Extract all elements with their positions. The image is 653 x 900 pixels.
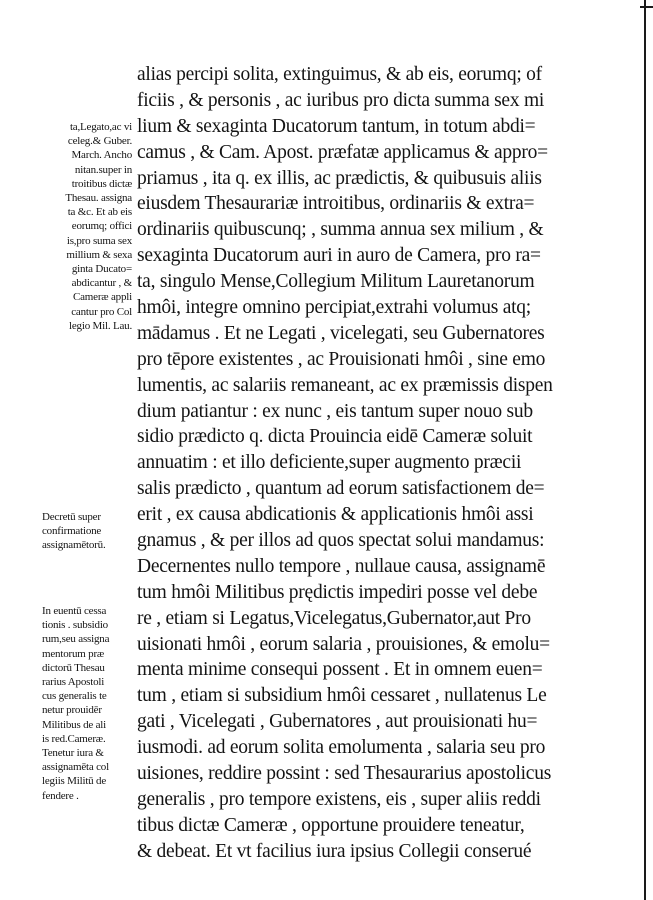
text-line: sidio prædicto q. dicta Prouincia eidē Cameræ soluit	[137, 426, 533, 448]
text-line: & debeat. Et vt facilius iura ipsius Collegii conserué	[137, 840, 532, 862]
text-line: erit , ex causa abdicationis & applicationis hmôi assi	[137, 504, 534, 526]
text-line: tibus dictæ Cameræ , opportune prouidere teneatur,	[137, 814, 525, 836]
margin-note-line: rarius Apostoli	[42, 676, 105, 689]
margin-note-cessation	[42, 604, 138, 803]
margin-note-line: nitan.super in	[74, 163, 132, 176]
text-line: generalis , pro tempore existens, eis , super aliis reddi	[137, 788, 541, 810]
page-edge-rule	[644, 0, 646, 900]
margin-note-line: eorumq; offici	[71, 220, 132, 233]
text-line: gnamus , & per illos ad quos spectat solui mandamus:	[137, 530, 545, 552]
text-line: priamus , ita q. ex illis, ac prædictis, & quibusuis aliis	[137, 167, 542, 189]
text-line: iusmodi. ad eorum solita emolumenta , salaria seu pro	[137, 737, 546, 759]
text-line: menta minime consequi possent . Et in omnem euen=	[137, 659, 543, 681]
text-line: ficiis , & personis , ac iuribus pro dicta summa sex mi	[137, 89, 545, 111]
margin-note-line: Decretū super	[42, 511, 101, 523]
text-line: ta, singulo Mense,Collegium Militum Lauretanorum	[137, 271, 535, 293]
main-text-block	[137, 62, 603, 865]
text-line: gati , Vicelegati , Gubernatores , aut prouisionati hu=	[137, 711, 538, 733]
text-line: lumentis, ac salariis remaneant, ac ex præmissis dispen	[137, 374, 553, 396]
margin-note-line: abdicantur , &	[71, 277, 132, 290]
margin-note-line: March. Ancho	[71, 149, 132, 162]
margin-note-line: Thesau. assigna	[65, 192, 132, 205]
text-line: uisionati hmôi , eorum salaria , prouisiones, & emolu=	[137, 633, 550, 655]
text-line: re , etiam si Legatus,Vicelegatus,Gubernator,aut Pro	[137, 607, 531, 629]
text-line: tum hmôi Militibus prędictis impediri posse vel debe	[137, 581, 538, 603]
margin-note-line: dictorū Thesau	[42, 661, 105, 674]
text-line: annuatim : et illo deficiente,super augmento præcii	[137, 452, 522, 474]
margin-note-line: assignamētorū.	[42, 539, 106, 552]
margin-note-line: is red.Cameræ.	[42, 732, 106, 745]
margin-note-line: netur prouidēr	[42, 704, 102, 717]
text-line: camus , & Cam. Apost. præfatæ applicamus & appro=	[137, 141, 548, 163]
margin-note-line: tionis . subsidio	[42, 619, 108, 632]
margin-note-line: confirmatione	[42, 525, 102, 538]
margin-note-line: celeg.& Guber.	[67, 135, 132, 148]
text-line: dium patiantur : ex nunc , eis tantum super nouo sub	[137, 400, 533, 422]
margin-note-line: ta,Legato,ac vi	[69, 121, 132, 133]
text-line: hmôi, integre omnino percipiat,extrahi volumus atq;	[137, 297, 531, 319]
page-corner-rule	[640, 6, 653, 8]
margin-note-line: mentorum præ	[42, 647, 105, 660]
text-line: ordinariis quibuscunq; , summa annua sex milium , &	[137, 219, 544, 241]
margin-note-line: legiis Militū de	[42, 775, 107, 788]
margin-note-line: cantur pro Col	[71, 305, 132, 318]
text-line: pro tēpore existentes , ac Prouisionati hmôi , sine emo	[137, 348, 546, 370]
margin-note-line: ta &c. Et ab eis	[67, 206, 132, 219]
margin-note-line: is,pro suma sex	[66, 234, 132, 247]
text-line: salis prædicto , quantum ad eorum satisfactionem de=	[137, 478, 545, 500]
margin-note-line: assignamēta col	[42, 761, 109, 774]
text-line: sexaginta Ducatorum auri in auro de Camera, pro ra=	[137, 245, 541, 267]
margin-note-line: Tenetur iura &	[42, 747, 104, 760]
margin-note-line: legio Mil. Lau.	[69, 319, 132, 332]
text-line: Decernentes nullo tempore , nullaue causa, assignamē	[137, 555, 546, 577]
text-line: lium & sexaginta Ducatorum tantum, in totum abdi=	[137, 115, 536, 137]
margin-note-decree	[42, 510, 134, 553]
margin-note-line: fendere .	[42, 789, 79, 802]
text-line: mādamus . Et ne Legati , vicelegati, seu Gubernatores	[137, 322, 545, 344]
margin-note-line: rum,seu assigna	[42, 633, 110, 646]
margin-note-line: millium & sexa	[66, 248, 132, 261]
text-line: tum , etiam si subsidium hmôi cessaret , nullatenus Le	[137, 685, 547, 707]
margin-note-line: Cameræ appli	[72, 291, 132, 304]
margin-note-line: troitibus dictæ	[71, 177, 132, 190]
margin-note-assignment	[36, 120, 132, 333]
margin-note-line: cus generalis te	[42, 690, 107, 703]
text-line: alias percipi solita, extinguimus, & ab eis, eorumq; of	[137, 64, 542, 85]
margin-note-line: ginta Ducato=	[71, 263, 132, 276]
text-line: uisiones, reddire possint : sed Thesaurarius apostolicus	[137, 763, 552, 785]
margin-note-line: Militibus de ali	[42, 718, 107, 731]
text-line: eiusdem Thesaurariæ introitibus, ordinariis & extra=	[137, 193, 535, 215]
margin-note-line: In euentū cessa	[42, 605, 107, 617]
